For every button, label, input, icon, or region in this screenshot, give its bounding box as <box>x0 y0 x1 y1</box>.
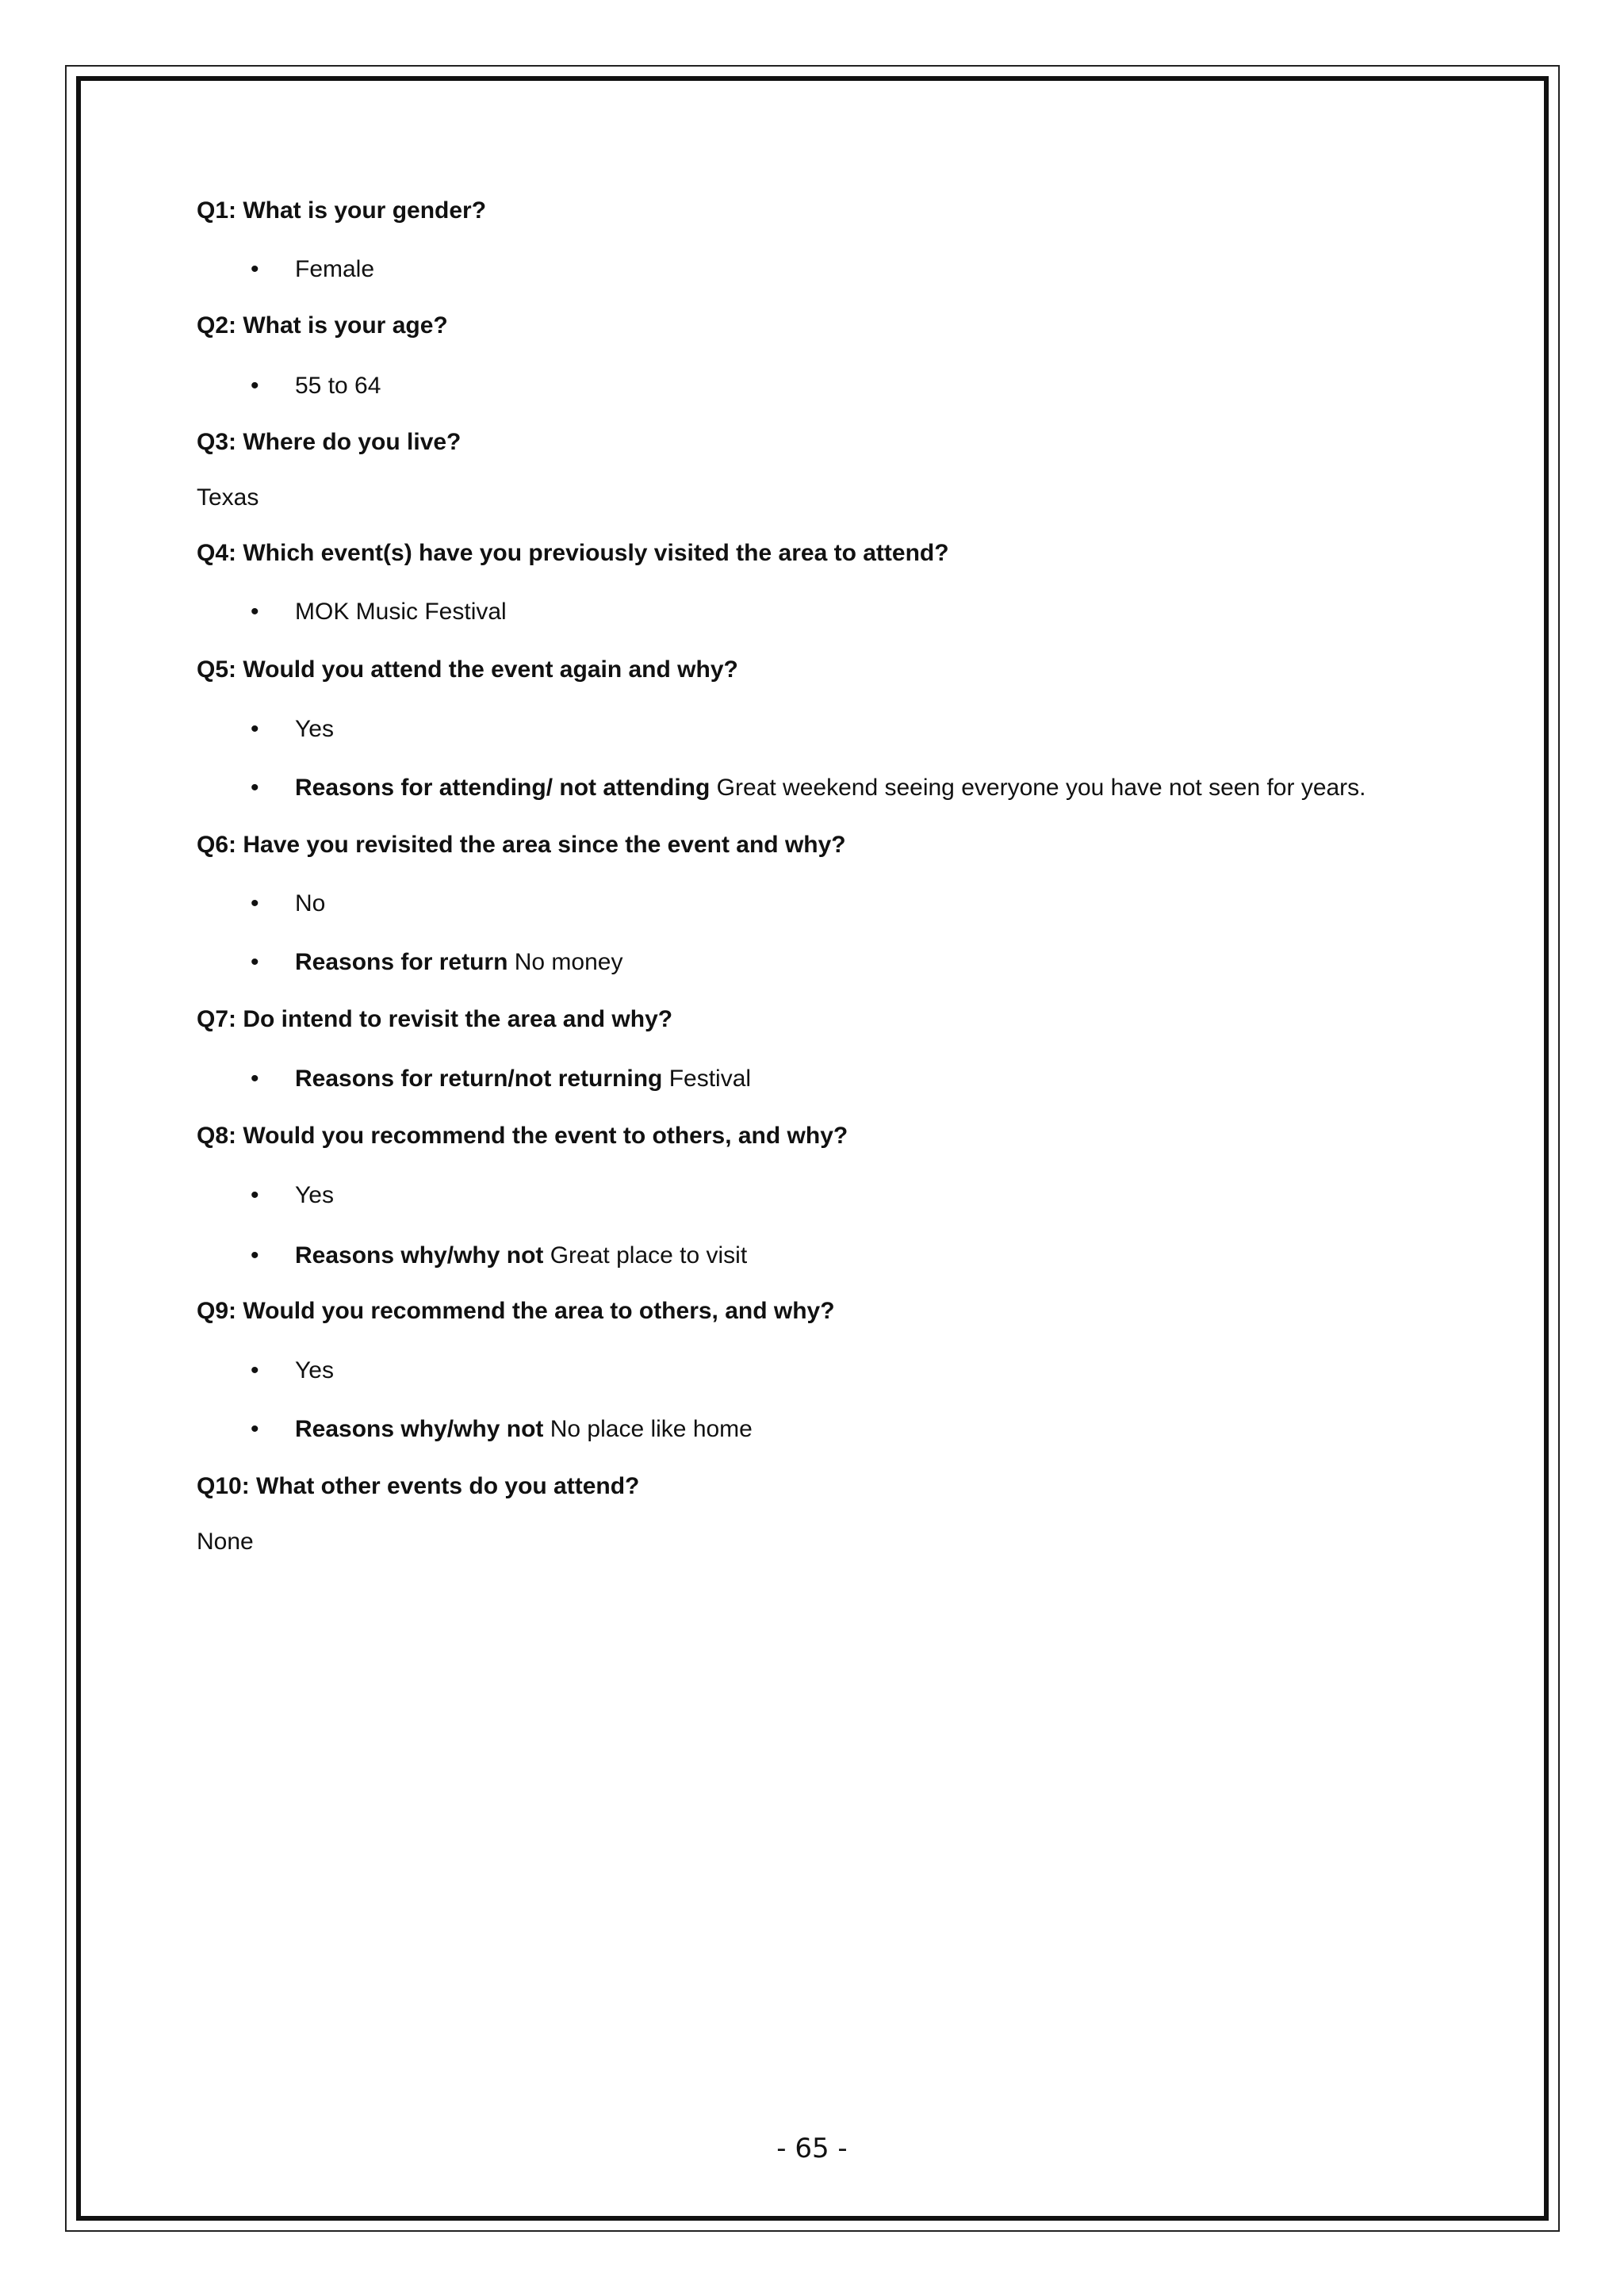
question-8: Q8: Would you recommend the event to others, and why? <box>197 1123 848 1149</box>
bullet-icon: • <box>251 1182 259 1208</box>
bullet-icon: • <box>251 599 259 625</box>
answer-event: • MOK Music Festival <box>251 599 507 625</box>
answer-recommend-event: • Yes <box>251 1182 334 1208</box>
answer-revisit-reason: • Reasons for return No money <box>251 949 623 975</box>
answer-location: Texas <box>197 484 259 511</box>
bullet-icon: • <box>251 1242 259 1269</box>
answer-attend-reason: • Reasons for attending/ not attending Great weekend seeing everyone you have not seen for years. <box>251 775 1366 801</box>
bullet-icon: • <box>251 1357 259 1383</box>
answer-recommend-event-reason: • Reasons why/why not Great place to visit <box>251 1242 748 1269</box>
question-2: Q2: What is your age? <box>197 312 448 339</box>
question-1: Q1: What is your gender? <box>197 197 487 224</box>
page-number: - 65 - <box>776 2133 848 2164</box>
question-6: Q6: Have you revisited the area since the event and why? <box>197 832 846 858</box>
answer-other-events: None <box>197 1529 254 1555</box>
question-5: Q5: Would you attend the event again and why? <box>197 656 738 683</box>
question-9: Q9: Would you recommend the area to others, and why? <box>197 1298 835 1324</box>
bullet-icon: • <box>251 716 259 742</box>
bullet-icon: • <box>251 256 259 282</box>
bullet-icon: • <box>251 373 259 399</box>
answer-recommend-area: • Yes <box>251 1357 334 1383</box>
answer-revisited: • No <box>251 890 326 916</box>
answer-gender: • Female <box>251 256 375 282</box>
bullet-icon: • <box>251 1416 259 1442</box>
bullet-icon: • <box>251 775 259 801</box>
answer-recommend-area-reason: • Reasons why/why not No place like home <box>251 1416 753 1442</box>
question-4: Q4: Which event(s) have you previously visited the area to attend? <box>197 540 949 566</box>
question-3: Q3: Where do you live? <box>197 429 462 455</box>
answer-intend-reason: • Reasons for return/not returning Festival <box>251 1066 752 1092</box>
answer-age: • 55 to 64 <box>251 373 381 399</box>
question-7: Q7: Do intend to revisit the area and why? <box>197 1006 673 1032</box>
answer-attend-again: • Yes <box>251 716 334 742</box>
question-10: Q10: What other events do you attend? <box>197 1473 640 1499</box>
bullet-icon: • <box>251 1066 259 1092</box>
bullet-icon: • <box>251 890 259 916</box>
bullet-icon: • <box>251 949 259 975</box>
